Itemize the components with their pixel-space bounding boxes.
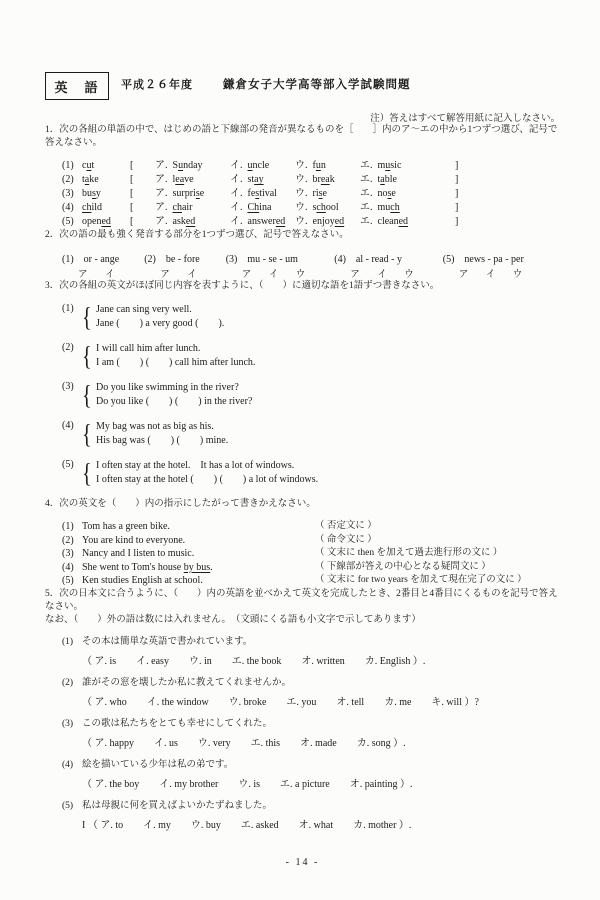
underlined-part: u: [247, 160, 253, 171]
q3-items: [62, 303, 560, 487]
q1-option: ウ. fun: [295, 160, 326, 171]
q4-sentence-cell: [62, 547, 315, 561]
q4-sentence-cell: [62, 520, 315, 534]
header: [45, 72, 560, 100]
q4-item: [62, 534, 560, 548]
brace: {: [82, 341, 92, 371]
underlined-part: ea: [175, 174, 185, 185]
brace: {: [82, 380, 92, 410]
headword: take: [82, 174, 99, 185]
option-label: ア.: [155, 216, 168, 227]
option-label: イ.: [230, 188, 243, 199]
q4-sentence: Nancy and I listen to music.: [82, 548, 195, 559]
q4-instruction: （ 下線部が答えの中心となる疑問文に ）: [315, 561, 491, 572]
open-bracket: [: [130, 174, 134, 185]
q1-option: ア. leave: [155, 174, 194, 185]
option-label: ウ.: [295, 160, 308, 171]
q3-pair: [62, 303, 560, 331]
headword: busy: [82, 188, 101, 199]
q3-sentences: [96, 459, 318, 487]
underlined-part: ed: [185, 216, 196, 227]
underlined-part: by bus: [183, 561, 211, 573]
q4-item: [62, 547, 560, 561]
underlined-part: a: [84, 174, 90, 185]
underlined-part: ed: [334, 216, 345, 227]
q5-japanese: 絵を描いている少年は私の弟です。: [82, 759, 234, 770]
option-label: イ.: [230, 202, 243, 213]
page-number: - 14 -: [285, 856, 320, 868]
q1-option: エ. much: [360, 202, 400, 213]
q4-instruction: （ 文末に for two years を加えて現在完了の文に ）: [315, 575, 527, 585]
q2-word: (4) al - read - y: [334, 254, 402, 265]
q2-items: [62, 250, 560, 280]
q5-japanese: 誰がその窓を壊したか私に教えてくれませんか。: [82, 677, 292, 688]
sentence-b: I am ( ) ( ) call him after lunch.: [96, 357, 256, 368]
brace: {: [82, 302, 92, 332]
q2-kana-marks: ア イ: [78, 270, 119, 280]
q4-instruction: （ 否定文に ）: [315, 521, 377, 531]
question-5: [45, 588, 560, 831]
q1-heading: 1．次の各組の単語の中で、はじめの語と下線部の発音が異なるものを［ ］内のア〜エの中から1つずつ選び、記号で答えなさい。: [45, 125, 558, 148]
q5-items: [62, 636, 560, 831]
underlined-part: ay: [254, 174, 264, 185]
q1-row: [62, 201, 560, 215]
q5-japanese-line: [62, 677, 560, 690]
q1-option: イ. stay: [230, 174, 264, 185]
q1-row: [62, 187, 560, 201]
q3-pair: [62, 459, 560, 487]
sentence-b: His bag was ( ) ( ) mine.: [96, 435, 229, 446]
q1-option: ウ. enjoyed: [295, 216, 345, 227]
q5-item: [62, 636, 560, 667]
underlined-part: ch: [316, 202, 326, 213]
open-bracket: [: [130, 188, 134, 199]
subject-box: [45, 72, 109, 100]
q4-sentence: She went to Tom's house by bus.: [82, 561, 213, 573]
underlined-part: a: [380, 174, 385, 185]
option-label: イ.: [230, 216, 243, 227]
q2-kana-marks: ア イ ウ: [241, 270, 310, 280]
q1-option: エ. cleaned: [360, 216, 409, 227]
underlined-part: ed: [398, 216, 409, 227]
q2-item: [443, 250, 527, 280]
item-number: (5): [62, 216, 74, 227]
option-label: エ.: [360, 188, 373, 199]
q4-sentence: Tom has a green bike.: [82, 521, 170, 532]
q1-option: ア. chair: [155, 202, 193, 213]
option-label: イ.: [230, 160, 243, 171]
sentence-a: I will call him after lunch.: [96, 343, 201, 354]
option-label: ア.: [155, 188, 168, 199]
option-label: ア.: [155, 160, 168, 171]
q2-item: [334, 250, 418, 280]
question-2: [45, 229, 560, 280]
sentence-a: Jane can sing very well.: [96, 304, 192, 315]
q2-kana-marks: ア イ: [160, 270, 201, 280]
close-bracket: ]: [455, 188, 459, 199]
underlined-part: s: [318, 188, 323, 199]
item-number: (2): [62, 677, 74, 688]
option-label: エ.: [360, 216, 373, 227]
option-label: ア.: [155, 174, 168, 185]
item-number: (1): [62, 160, 74, 171]
q5-choices: （ ア. is イ. easy ウ. in エ. the book オ. written カ. English ）.: [82, 655, 426, 667]
item-number: (2): [62, 342, 74, 353]
option-label: ウ.: [295, 188, 308, 199]
open-bracket: [: [130, 160, 134, 171]
item-number: (5): [62, 575, 74, 586]
option-label: ウ.: [295, 202, 308, 213]
q5-japanese-line: [62, 636, 560, 649]
q1-option: ウ. rise: [295, 188, 327, 199]
open-bracket: [: [130, 202, 134, 213]
q5-heading-line2: なお、（ ）外の語は数には入れません。 （文頭にくる語も小文字で示してあります）: [45, 614, 421, 625]
q3-pair: [62, 420, 560, 448]
q1-option: エ. nose: [360, 188, 396, 199]
q3-sentences: [96, 420, 228, 448]
q2-kana-marks: ア イ ウ: [350, 270, 418, 280]
q4-sentence-cell: [62, 561, 315, 575]
underlined-part: ea: [320, 174, 330, 185]
q1-option: イ. China: [230, 202, 272, 213]
item-number: (3): [62, 548, 74, 559]
q1-row: [62, 173, 560, 187]
underlined-part: u: [178, 160, 184, 171]
item-number: (5): [62, 459, 74, 470]
item-number: (1): [62, 521, 74, 532]
q5-item: [62, 759, 560, 790]
item-number: (4): [62, 759, 74, 770]
sentence-a: I often stay at the hotel. It has a lot of windows.: [96, 460, 295, 471]
item-number: (1): [62, 303, 74, 314]
q3-sentences: [96, 342, 255, 370]
sentence-a: My bag was not as big as his.: [96, 421, 214, 432]
q1-option: ウ. school: [295, 202, 339, 213]
item-number: (1): [62, 636, 74, 647]
q4-item: [62, 561, 560, 575]
option-label: ウ.: [295, 216, 308, 227]
q3-sentences: [96, 381, 252, 409]
q5-choices: （ ア. the boy イ. my brother ウ. is エ. a picture オ. painting ）.: [82, 778, 413, 790]
q2-item: [62, 250, 119, 280]
q4-sentence: Ken studies English at school.: [82, 575, 203, 586]
q4-sentence: You are kind to everyone.: [82, 534, 186, 546]
underlined-part: s: [387, 188, 392, 199]
headword: opened: [82, 216, 111, 227]
q4-instruction: （ 文末に then を加えて過去進行形の文に ）: [315, 548, 503, 558]
q4-heading: 4．次の英文を（ ）内の指示にしたがって書きかえなさい。: [45, 499, 316, 509]
q5-choices: （ ア. happy イ. us ウ. very エ. this オ. made カ. song ）.: [82, 737, 406, 749]
item-number: (5): [62, 800, 74, 811]
q3-heading: 3．次の各組の英文がほぼ同じ内容を表すように、（ ）に適切な語を1語ずつ書きなさい。: [45, 281, 440, 291]
underlined-part: u: [385, 160, 391, 171]
underlined-part: Ch: [247, 202, 260, 213]
q1-option: ウ. break: [295, 174, 335, 185]
q4-item: [62, 520, 560, 534]
q1-option: ア. surprise: [155, 188, 205, 199]
option-label: ア.: [155, 202, 168, 213]
q1-option: エ. music: [360, 160, 402, 171]
q2-word: (1) or - ange: [62, 254, 120, 265]
q5-japanese-line: [62, 718, 560, 731]
close-bracket: ]: [455, 160, 459, 171]
question-3: [45, 280, 560, 487]
brace: {: [82, 458, 92, 488]
q5-japanese: この歌は私たちをとても幸せにしてくれた。: [82, 718, 273, 729]
item-number: (3): [62, 718, 74, 729]
q2-word: (3) mu - se - um: [225, 254, 298, 265]
q1-option: イ. festival: [230, 188, 277, 199]
item-number: (2): [62, 534, 74, 546]
q2-heading: 2．次の語の最も強く発音する部分を1つずつ選び、記号で答えなさい。: [45, 230, 349, 240]
q3-pair: [62, 381, 560, 409]
option-label: エ.: [360, 174, 373, 185]
q4-sentence-cell: [62, 574, 315, 588]
q5-heading-line1: 5．次の日本文に合うように、（ ）内の英語を並べかえて英文を完成したとき、2番目と4番目にくるものを記号で答えなさい。: [45, 588, 558, 612]
option-label: エ.: [360, 202, 373, 213]
underlined-part: ch: [82, 202, 92, 213]
underlined-part: s: [92, 188, 96, 199]
q1-row: [62, 159, 560, 173]
q5-japanese-line: [62, 800, 560, 813]
q5-japanese: 私は母親に何を買えばよいかたずねました。: [82, 800, 273, 811]
q3-pair: [62, 342, 560, 370]
underlined-part: s: [195, 188, 200, 199]
q5-item: [62, 718, 560, 749]
underlined-part: s: [255, 188, 260, 199]
item-number: (2): [62, 174, 74, 185]
q2-word: (2) be - fore: [144, 254, 200, 265]
underlined-part: ch: [172, 202, 182, 213]
underlined-part: u: [315, 160, 321, 171]
open-bracket: [: [130, 216, 134, 227]
item-number: (4): [62, 202, 74, 213]
q5-item: [62, 677, 560, 708]
close-bracket: ]: [455, 174, 459, 185]
subject-label: 英 語: [54, 79, 100, 95]
sentence-b: Jane ( ) a very good ( ).: [96, 318, 225, 329]
close-bracket: ]: [455, 202, 459, 213]
q1-option: イ. answered: [230, 216, 286, 227]
item-number: (4): [62, 420, 74, 431]
underlined-part: ed: [101, 216, 111, 227]
q5-item: [62, 800, 560, 831]
item-number: (4): [62, 561, 74, 573]
headword: child: [82, 202, 103, 213]
q2-word: (5) news - pa - per: [442, 254, 524, 265]
exam-year: 平成２６年度: [121, 79, 193, 91]
q5-japanese-line: [62, 759, 560, 772]
q5-choices: （ ア. who イ. the window ウ. broke エ. you オ. tell カ. me キ. will ）?: [82, 696, 479, 708]
q2-item: [226, 250, 310, 280]
q2-kana-marks: ア イ ウ: [458, 270, 527, 280]
q4-sentence-cell: [62, 534, 315, 548]
underlined-part: u: [86, 160, 92, 171]
brace: {: [82, 419, 92, 449]
q1-option: ア. Sunday: [155, 160, 203, 171]
q1-option: エ. table: [360, 174, 397, 185]
option-label: ウ.: [295, 174, 308, 185]
q5-choices: I （ ア. to イ. my ウ. buy エ. asked オ. what カ. mother ）.: [82, 819, 412, 831]
close-bracket: ]: [455, 216, 459, 227]
q1-rows: [62, 159, 560, 229]
option-label: イ.: [230, 174, 243, 185]
sentence-a: Do you like swimming in the river?: [96, 382, 239, 393]
underlined-part: ed: [275, 216, 286, 227]
underlined-part: ch: [390, 202, 400, 213]
q3-sentences: [96, 303, 224, 331]
question-4: [45, 498, 560, 588]
headword: cut: [82, 160, 95, 171]
q1-option: イ. uncle: [230, 160, 270, 171]
q4-instruction: （ 命令文に ）: [315, 534, 377, 545]
sentence-b: Do you like ( ) ( ) in the river?: [96, 396, 253, 407]
item-number: (3): [62, 381, 74, 392]
sentence-b: I often stay at the hotel ( ) ( ) a lot of windows.: [96, 474, 319, 485]
q1-option: ア. asked: [155, 216, 196, 227]
q2-item: [144, 250, 201, 280]
q1-row: [62, 215, 560, 229]
page-title: 鎌倉女子大学高等部入学試験問題: [223, 79, 411, 91]
question-1: [45, 124, 560, 229]
item-number: (3): [62, 188, 74, 199]
answer-note: 注）答えはすべて解答用紙に記入しなさい。: [370, 114, 560, 124]
q4-item: [62, 574, 560, 588]
q5-japanese: その本は簡単な英語で書かれています。: [82, 636, 253, 647]
q4-items: [62, 520, 560, 588]
option-label: エ.: [360, 160, 373, 171]
